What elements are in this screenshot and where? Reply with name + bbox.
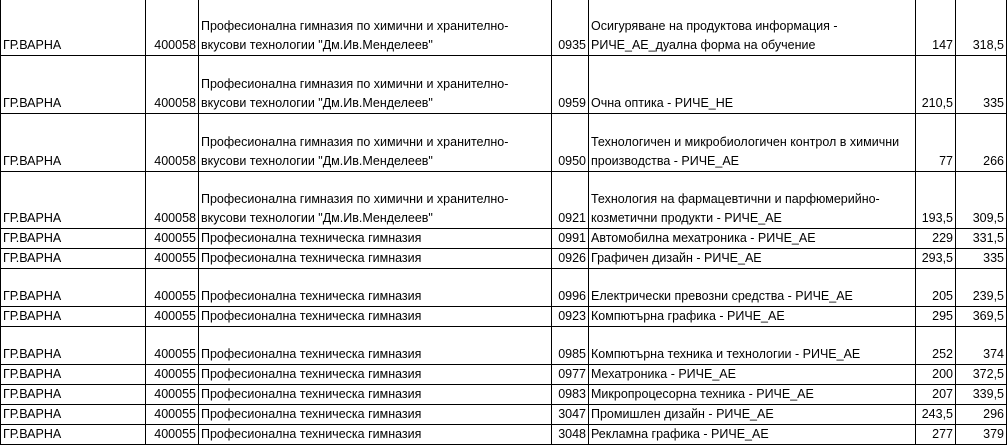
city-cell: ГР.ВАРНА xyxy=(1,269,146,307)
school-name-cell: Професионална гимназия по химични и хранително-вкусови технологии "Дм.Ив.Менделеев" xyxy=(199,114,552,172)
school-code-cell: 400055 xyxy=(146,425,199,445)
city-cell: ГР.ВАРНА xyxy=(1,425,146,445)
table-row xyxy=(1,385,1007,405)
max-score-cell: 239,5 xyxy=(956,269,1007,307)
specialty-code-cell: 3047 xyxy=(552,405,589,425)
city-cell: ГР.ВАРНА xyxy=(1,249,146,269)
specialty-name-cell: Компютърна графика - РИЧЕ_АЕ xyxy=(589,307,916,327)
specialty-name-cell: Осигуряване на продуктова информация - РИЧЕ_АЕ_дуална форма на обучение xyxy=(589,0,916,56)
school-code-cell: 400055 xyxy=(146,229,199,249)
school-name-cell: Професионална гимназия по химични и хранително-вкусови технологии "Дм.Ив.Менделеев" xyxy=(199,56,552,114)
max-score-cell: 374 xyxy=(956,327,1007,365)
table-row xyxy=(1,307,1007,327)
specialty-code-cell: 0959 xyxy=(552,56,589,114)
school-name-cell: Професионална гимназия по химични и хранително-вкусови технологии "Дм.Ив.Менделеев" xyxy=(199,172,552,229)
city-cell: ГР.ВАРНА xyxy=(1,327,146,365)
city-cell: ГР.ВАРНА xyxy=(1,385,146,405)
max-score-cell: 266 xyxy=(956,114,1007,172)
table-row xyxy=(1,172,1007,229)
table-row xyxy=(1,365,1007,385)
specialty-code-cell: 0923 xyxy=(552,307,589,327)
max-score-cell: 372,5 xyxy=(956,365,1007,385)
specialty-name-cell: Графичен дизайн - РИЧЕ_АЕ xyxy=(589,249,916,269)
specialty-code-cell: 0977 xyxy=(552,365,589,385)
max-score-cell: 309,5 xyxy=(956,172,1007,229)
min-score-cell: 147 xyxy=(916,0,956,56)
specialty-name-cell: Компютърна техника и технологии - РИЧЕ_АЕ xyxy=(589,327,916,365)
specialty-name-cell: Автомобилна мехатроника - РИЧЕ_АЕ xyxy=(589,229,916,249)
school-name-cell: Професионална гимназия по химични и хранително-вкусови технологии "Дм.Ив.Менделеев" xyxy=(199,0,552,56)
school-code-cell: 400055 xyxy=(146,327,199,365)
school-code-cell: 400058 xyxy=(146,0,199,56)
min-score-cell: 205 xyxy=(916,269,956,307)
school-code-cell: 400058 xyxy=(146,56,199,114)
specialty-name-cell: Микропроцесорна техника - РИЧЕ_АЕ xyxy=(589,385,916,405)
table-row xyxy=(1,114,1007,172)
city-cell: ГР.ВАРНА xyxy=(1,56,146,114)
min-score-cell: 210,5 xyxy=(916,56,956,114)
table-row xyxy=(1,0,1007,56)
school-name-cell: Професионална техническа гимназия xyxy=(199,229,552,249)
table-row xyxy=(1,425,1007,445)
city-cell: ГР.ВАРНА xyxy=(1,114,146,172)
max-score-cell: 318,5 xyxy=(956,0,1007,56)
specialty-code-cell: 0935 xyxy=(552,0,589,56)
max-score-cell: 335 xyxy=(956,56,1007,114)
school-name-cell: Професионална техническа гимназия xyxy=(199,249,552,269)
school-name-cell: Професионална техническа гимназия xyxy=(199,327,552,365)
specialty-name-cell: Рекламна графика - РИЧЕ_АЕ xyxy=(589,425,916,445)
min-score-cell: 243,5 xyxy=(916,405,956,425)
school-code-cell: 400055 xyxy=(146,365,199,385)
specialty-name-cell: Очна оптика - РИЧЕ_НЕ xyxy=(589,56,916,114)
specialty-code-cell: 3048 xyxy=(552,425,589,445)
max-score-cell: 339,5 xyxy=(956,385,1007,405)
min-score-cell: 252 xyxy=(916,327,956,365)
city-cell: ГР.ВАРНА xyxy=(1,172,146,229)
specialty-name-cell: Промишлен дизайн - РИЧЕ_АЕ xyxy=(589,405,916,425)
specialty-code-cell: 0996 xyxy=(552,269,589,307)
specialty-name-cell: Електрически превозни средства - РИЧЕ_АЕ xyxy=(589,269,916,307)
table-row xyxy=(1,229,1007,249)
max-score-cell: 379 xyxy=(956,425,1007,445)
school-name-cell: Професионална техническа гимназия xyxy=(199,307,552,327)
school-name-cell: Професионална техническа гимназия xyxy=(199,405,552,425)
min-score-cell: 229 xyxy=(916,229,956,249)
min-score-cell: 295 xyxy=(916,307,956,327)
max-score-cell: 335 xyxy=(956,249,1007,269)
max-score-cell: 369,5 xyxy=(956,307,1007,327)
min-score-cell: 293,5 xyxy=(916,249,956,269)
min-score-cell: 77 xyxy=(916,114,956,172)
min-score-cell: 193,5 xyxy=(916,172,956,229)
school-name-cell: Професионална техническа гимназия xyxy=(199,365,552,385)
specialty-code-cell: 0991 xyxy=(552,229,589,249)
specialty-code-cell: 0985 xyxy=(552,327,589,365)
specialty-code-cell: 0921 xyxy=(552,172,589,229)
school-code-cell: 400055 xyxy=(146,385,199,405)
specialty-name-cell: Технологичен и микробиологичен контрол в химични производства - РИЧЕ_АЕ xyxy=(589,114,916,172)
specialty-code-cell: 0950 xyxy=(552,114,589,172)
school-code-cell: 400058 xyxy=(146,172,199,229)
max-score-cell: 296 xyxy=(956,405,1007,425)
city-cell: ГР.ВАРНА xyxy=(1,405,146,425)
specialty-name-cell: Технология на фармацевтични и парфюмерийно-козметични продукти - РИЧЕ_АЕ xyxy=(589,172,916,229)
table-row xyxy=(1,405,1007,425)
city-cell: ГР.ВАРНА xyxy=(1,229,146,249)
city-cell: ГР.ВАРНА xyxy=(1,365,146,385)
school-code-cell: 400055 xyxy=(146,405,199,425)
specialty-name-cell: Мехатроника - РИЧЕ_АЕ xyxy=(589,365,916,385)
min-score-cell: 277 xyxy=(916,425,956,445)
school-code-cell: 400055 xyxy=(146,269,199,307)
specialty-code-cell: 0926 xyxy=(552,249,589,269)
school-name-cell: Професионална техническа гимназия xyxy=(199,385,552,405)
school-code-cell: 400055 xyxy=(146,307,199,327)
school-name-cell: Професионална техническа гимназия xyxy=(199,269,552,307)
school-code-cell: 400058 xyxy=(146,114,199,172)
table-row xyxy=(1,249,1007,269)
table-row xyxy=(1,56,1007,114)
max-score-cell: 331,5 xyxy=(956,229,1007,249)
school-name-cell: Професионална техническа гимназия xyxy=(199,425,552,445)
city-cell: ГР.ВАРНА xyxy=(1,307,146,327)
min-score-cell: 200 xyxy=(916,365,956,385)
table-row xyxy=(1,327,1007,365)
specialty-code-cell: 0983 xyxy=(552,385,589,405)
table-row xyxy=(1,269,1007,307)
city-cell: ГР.ВАРНА xyxy=(1,0,146,56)
school-code-cell: 400055 xyxy=(146,249,199,269)
min-score-cell: 207 xyxy=(916,385,956,405)
